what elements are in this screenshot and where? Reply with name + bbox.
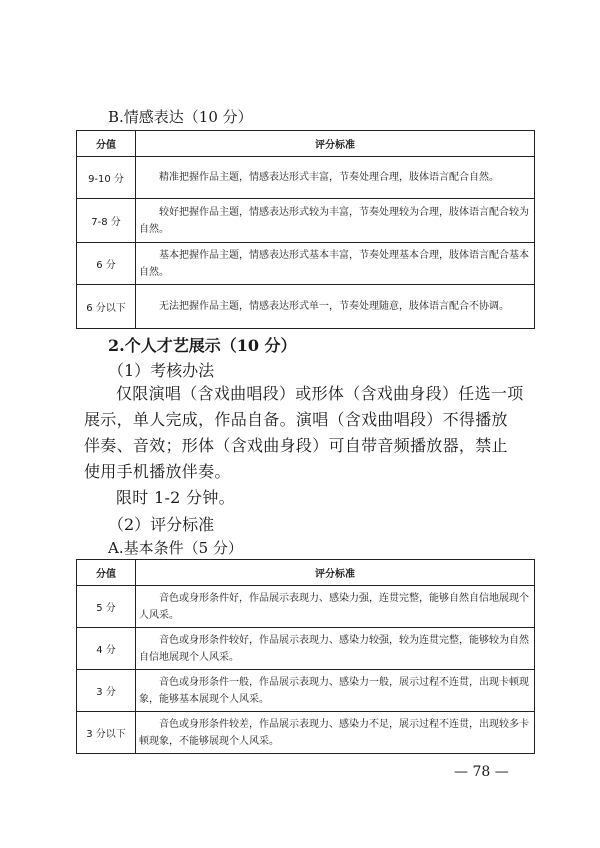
- criteria-cell: 音色或身形条件一般，作品展示表现力、感染力一般，展示过程不连贯，出现卡顿现象，能够基本展现个人风采。: [136, 670, 535, 712]
- table-header-score: 分值: [77, 131, 136, 157]
- table-header-criteria: 评分标准: [136, 560, 535, 586]
- section-2-heading: 2.个人才艺展示（10 分）: [108, 336, 297, 355]
- table-row: [77, 243, 535, 285]
- score-cell: 3 分以下: [77, 712, 136, 754]
- basic-condition-scoring-table: [76, 559, 535, 754]
- assessment-method-paragraph: 仅限演唱（含戏曲唱段）或形体（含戏曲身段）任选一项展示，单人完成，作品自备。演唱（含戏曲唱段）不得播放伴奏、音效；形体（含戏曲身段）可自带音频播放器，禁止使用手机播放伴奏。: [84, 384, 524, 481]
- criteria-cell: 基本把握作品主题，情感表达形式基本丰富，节奏处理基本合理，肢体语言配合基本自然。: [136, 243, 535, 285]
- table-row: [77, 586, 535, 628]
- assessment-method-subheading: （1）考核办法: [108, 361, 215, 380]
- criteria-cell: 音色或身形条件较差，作品展示表现力、感染力不足，展示过程不连贯，出现较多卡顿现象，不能够展现个人风采。: [136, 712, 535, 754]
- criteria-cell: 无法把握作品主题，情感表达形式单一，节奏处理随意，肢体语言配合不协调。: [136, 285, 535, 329]
- scoring-criteria-subheading: （2）评分标准: [108, 515, 215, 534]
- score-cell: 3 分: [77, 670, 136, 712]
- score-cell: 4 分: [77, 628, 136, 670]
- table-row: [77, 712, 535, 754]
- page-number: — 78 —: [454, 764, 509, 780]
- score-cell: 6 分以下: [77, 285, 136, 329]
- score-cell: 7-8 分: [77, 199, 136, 243]
- score-cell: 9-10 分: [77, 157, 136, 199]
- criteria-cell: 音色或身形条件好，作品展示表现力、感染力强，连贯完整，能够自然自信地展现个人风采。: [136, 586, 535, 628]
- score-cell: 5 分: [77, 586, 136, 628]
- table-header-score: 分值: [77, 560, 136, 586]
- criteria-cell: 精准把握作品主题，情感表达形式丰富，节奏处理合理，肢体语言配合自然。: [136, 157, 535, 199]
- time-limit-paragraph: 限时 1-2 分钟。: [116, 488, 235, 507]
- section-a-heading: A.基本条件（5 分）: [108, 539, 243, 557]
- table-header-criteria: 评分标准: [136, 131, 535, 157]
- emotion-scoring-table: [76, 130, 535, 329]
- table-row: [77, 285, 535, 329]
- section-b-heading: B.情感表达（10 分）: [108, 108, 253, 126]
- table-row: [77, 670, 535, 712]
- table-row: [77, 157, 535, 199]
- table-row: [77, 628, 535, 670]
- score-cell: 6 分: [77, 243, 136, 285]
- criteria-cell: 较好把握作品主题，情感表达形式较为丰富，节奏处理较为合理，肢体语言配合较为自然。: [136, 199, 535, 243]
- table-row: [77, 199, 535, 243]
- criteria-cell: 音色或身形条件较好，作品展示表现力、感染力较强，较为连贯完整，能够较为自然自信地展现个人风采。: [136, 628, 535, 670]
